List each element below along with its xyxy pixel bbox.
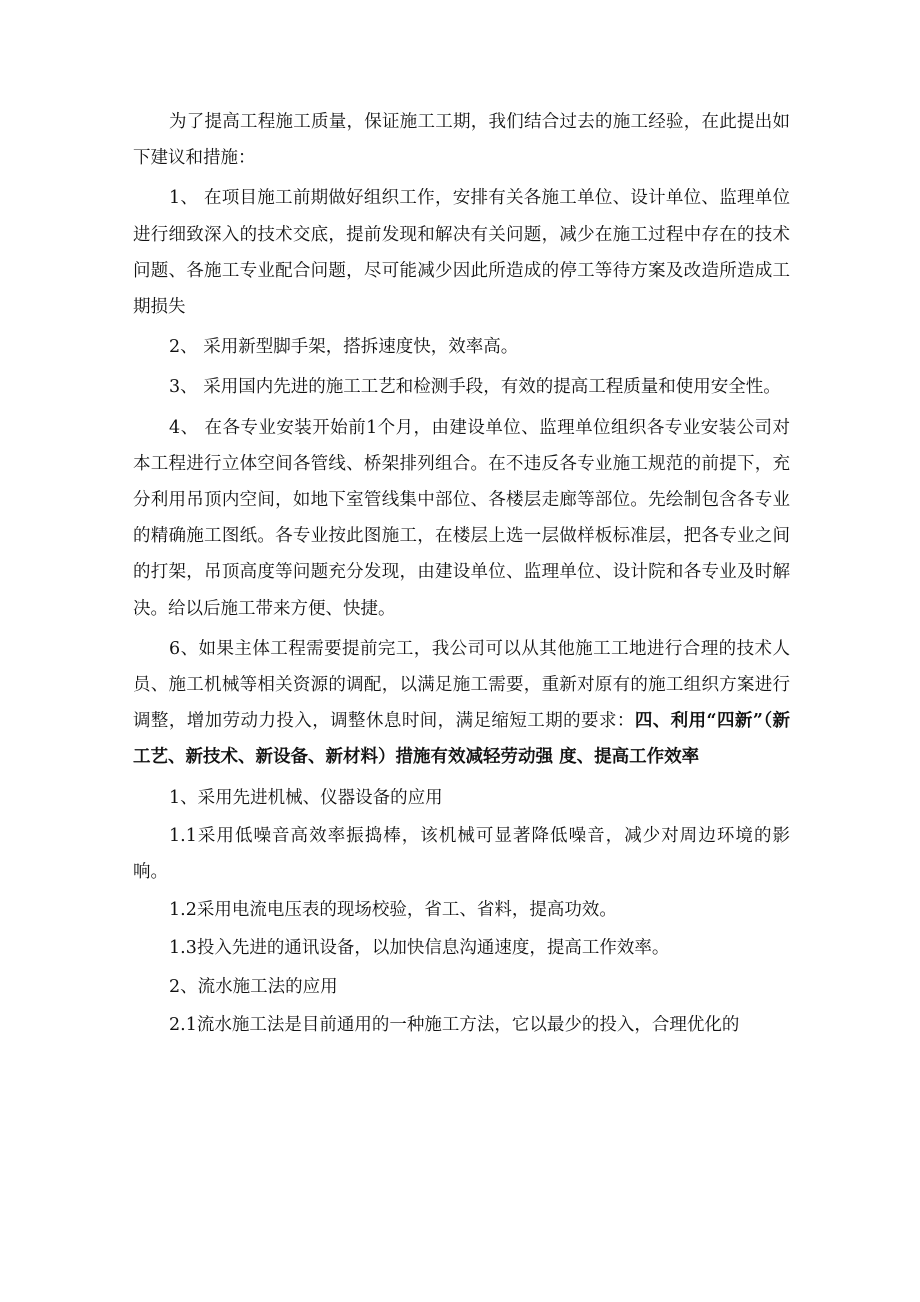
- list-item: 1.2采用电流电压表的现场校验，省工、省料，提高功效。: [169, 900, 617, 921]
- document-page: [133, 104, 790, 1045]
- paragraph-item-6: [133, 631, 790, 776]
- list-item: 2、流水施工法的应用: [169, 976, 338, 997]
- paragraph-item-1: 1、 在项目施工前期做好组织工作，安排有关各施工单位、设计单位、监理单位进行细致深入的技术交底，提前发现和解决有关问题，减少在施工过程中存在的技术问题、各施工专业配合问题，尽可能减少因此所造成的停工等待方案及改造所造成工期损失: [133, 188, 790, 318]
- paragraph-item-2: 2、 采用新型脚手架，搭拆速度快，效率高。: [169, 337, 519, 358]
- list-item: 2.1流水施工法是目前通用的一种施工方法，它以最少的投入，合理优化的: [169, 1014, 740, 1035]
- list-item: 1.1采用低噪音高效率振捣棒，该机械可显著降低噪音，减少对周边环境的影响。: [133, 825, 790, 883]
- section-heading-four-new: 四、利用“四新”（新工艺、新技术、新设备、新材料）措施有效减轻劳动强 度、提高工作效率: [133, 711, 790, 768]
- paragraph-item-3: 3、 采用国内先进的施工工艺和检测手段，有效的提高工程质量和使用安全性。: [169, 377, 781, 398]
- list-item: 1.3投入先进的通讯设备，以加快信息沟通速度，提高工作效率。: [169, 938, 670, 959]
- list-item: 1、采用先进机械、仪器设备的应用: [169, 787, 443, 808]
- paragraph-item-4: 4、 在各专业安装开始前1个月，由建设单位、监理单位组织各专业安装公司对本工程进行立体空间各管线、桥架排列组合。在不违反各专业施工规范的前提下，充分利用吊顶内空间，如地下室管线集中部位、各楼层走廊等部位。先绘制包含各专业的精确施工图纸。各专业按此图施工，在楼层上选一层做样板标准层，把各专业之间的打架，吊顶高度等问题充分发现，由建设单位、监理单位、设计院和各专业及时解决。给以后施工带来方便、快捷。: [133, 417, 790, 619]
- paragraph-intro: 为了提高工程施工质量，保证施工工期，我们结合过去的施工经验，在此提出如下建议和措施：: [133, 112, 790, 169]
- paragraph-item-6-text: 6、如果主体工程需要提前完工，我公司可以从其他施工工地进行合理的技术人员、施工机械等相关资源的调配，以满足施工需要，重新对原有的施工组织方案进行调整，增加劳动力投入，调整休息时间，满足缩短工期的要求：: [133, 638, 790, 732]
